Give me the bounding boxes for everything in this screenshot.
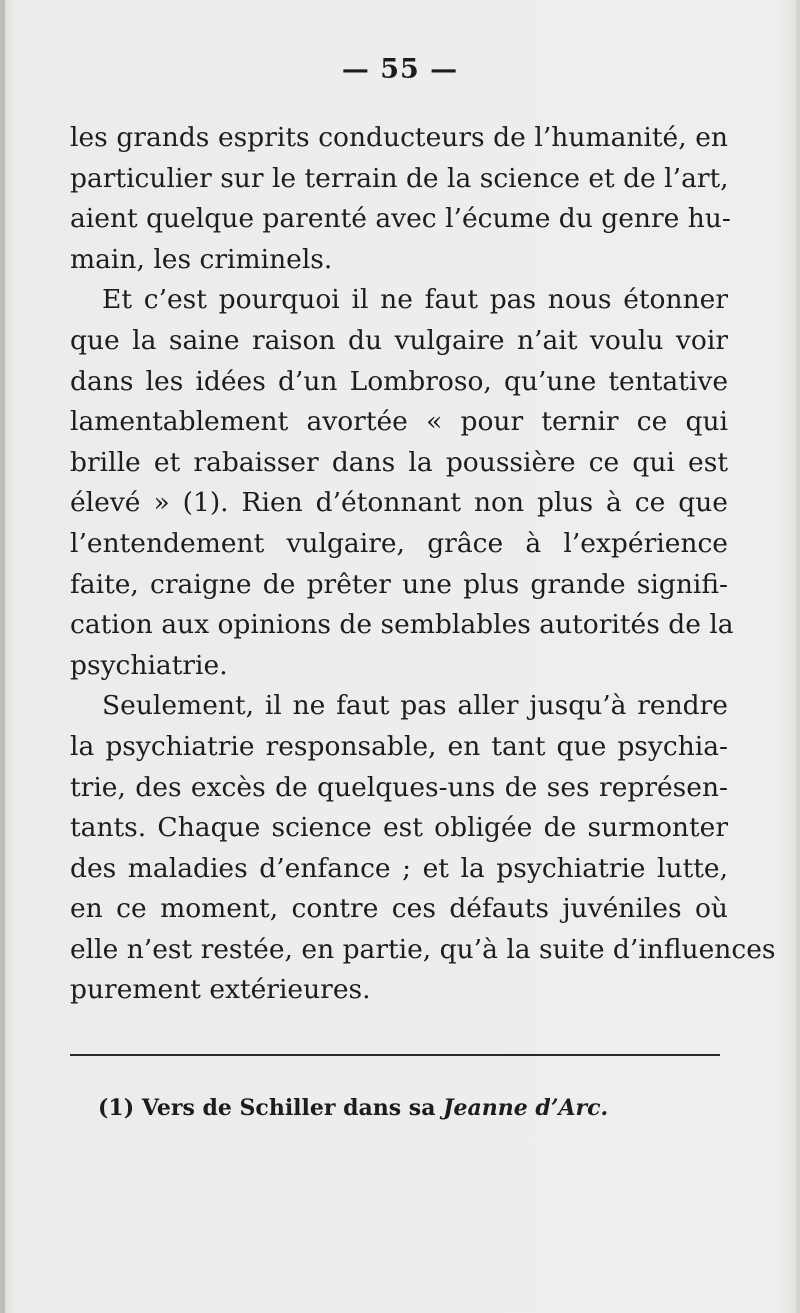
footnote-title: Jeanne d’Arc. (443, 1095, 609, 1121)
text-line: elle n’est restée, en partie, qu’à la suite d’influences (70, 933, 776, 965)
page-right-edge (796, 0, 800, 1313)
text-line: aient quelque parenté avec l’écume du genre hu- (70, 203, 731, 235)
text-line: des maladies d’enfance ; et la psychiatrie lutte, (70, 852, 728, 884)
footnote-text: Vers de Schiller dans sa (141, 1095, 436, 1121)
footnote (98, 1095, 718, 1121)
text-line: brille et rabaisser dans la poussière ce qui est (70, 446, 728, 478)
text-line: main, les criminels. (70, 243, 333, 275)
text-line: faite, craigne de prêter une plus grande signifi- (70, 568, 728, 600)
body-text (70, 118, 776, 1011)
text-line: particulier sur le terrain de la science et de l’art, (70, 162, 729, 194)
text-line: cation aux opinions de semblables autorités de la (70, 609, 734, 641)
text-line: trie, des excès de quelques-uns de ses représen- (70, 771, 728, 803)
page-number: — 55 — (341, 54, 459, 85)
text-line: les grands esprits conducteurs de l’humanité, en (70, 122, 728, 153)
text-line: que la saine raison du vulgaire n’ait voulu voir (70, 324, 728, 356)
text-line: lamentablement avortée « pour ternir ce qui (70, 406, 728, 438)
text-line: purement extérieures. (70, 974, 371, 1006)
text-line: tants. Chaque science est obligée de surmonter (70, 812, 728, 844)
text-line: Seulement, il ne faut pas aller jusqu’à rendre (102, 690, 728, 722)
text-line: la psychiatrie responsable, en tant que psychia- (70, 730, 728, 762)
text-line: Et c’est pourquoi il ne faut pas nous étonner (102, 284, 728, 316)
text-line: dans les idées d’un Lombroso, qu’une tentative (70, 365, 728, 397)
text-line: l’entendement vulgaire, grâce à l’expérience (70, 527, 728, 559)
footnote-marker: (1) (98, 1095, 135, 1121)
text-line: élevé » (1). Rien d’étonnant non plus à ce que (70, 487, 728, 519)
page-left-edge (0, 0, 5, 1313)
footnote-divider (70, 1054, 720, 1056)
text-line: psychiatrie. (70, 649, 228, 681)
text-line: en ce moment, contre ces défauts juvéniles où (70, 893, 728, 925)
